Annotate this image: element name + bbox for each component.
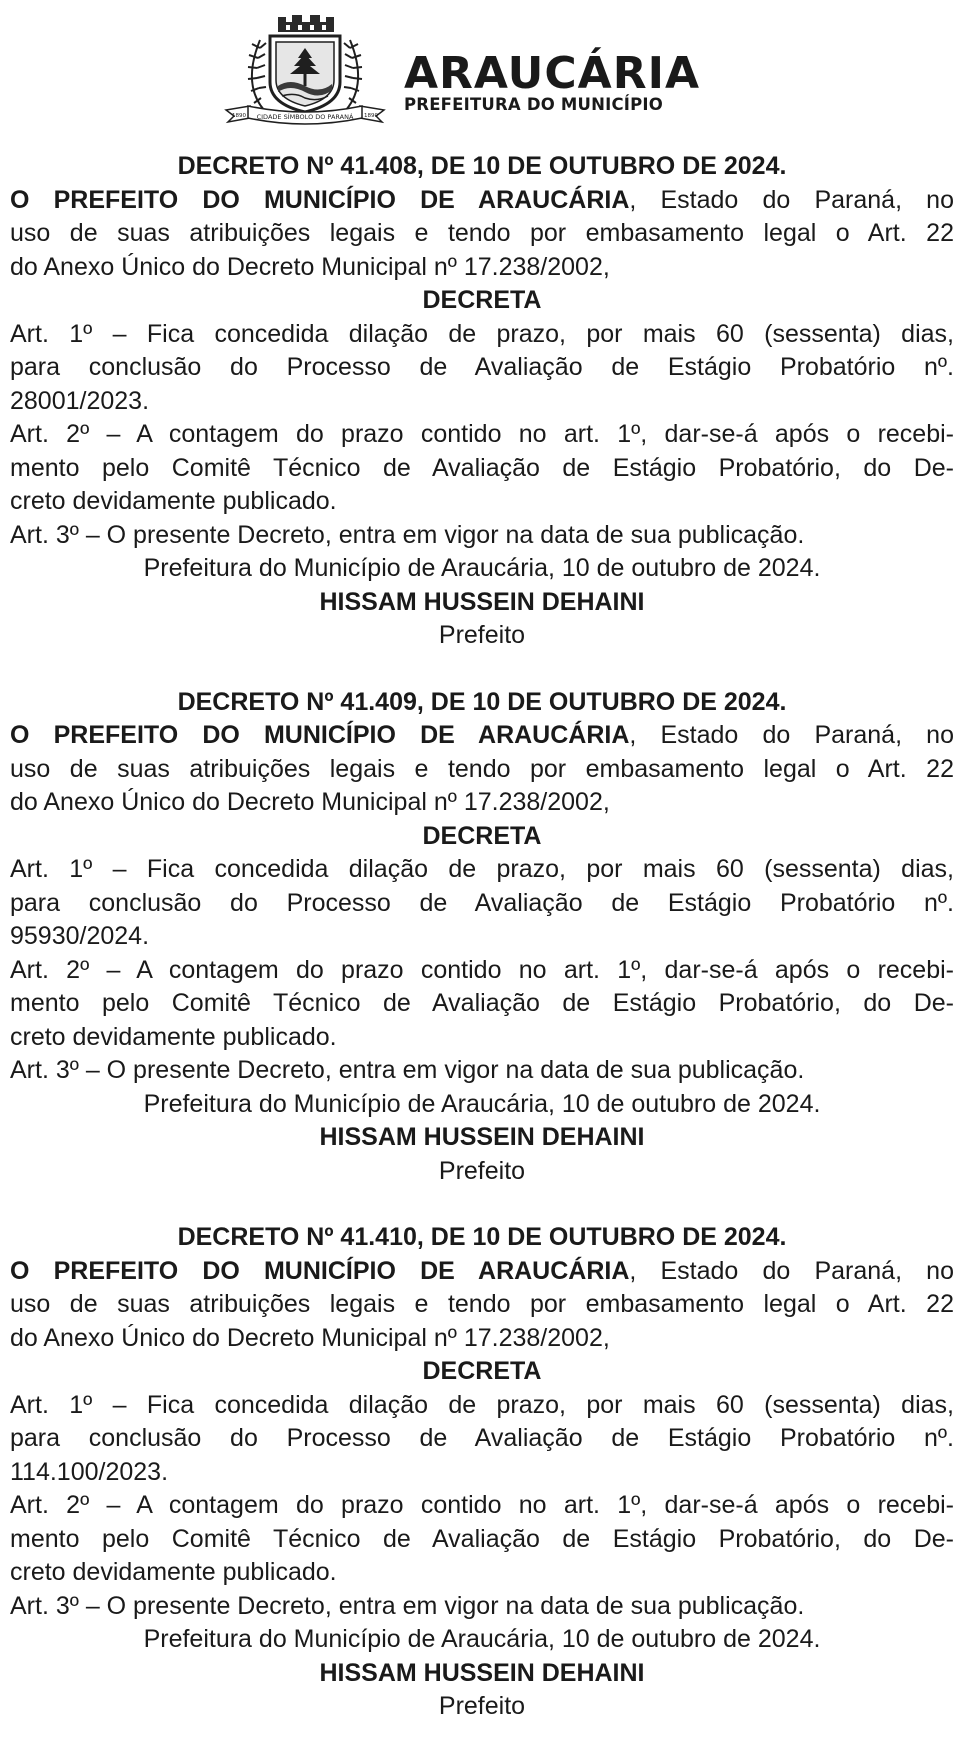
signer-role: Prefeito xyxy=(438,1692,526,1720)
brand-subtitle: PREFEITURA DO MUNICÍPIO xyxy=(404,95,663,114)
article-1-line: para conclusão do Processo de Avaliação de Estágio Probatório nº. xyxy=(10,353,954,381)
process-number: 114.100/2023. xyxy=(10,1457,169,1486)
article-2-line: creto devidamente publicado. xyxy=(10,1022,337,1051)
brand-name: ARAUCÁRIA xyxy=(404,48,701,99)
article-2-line: Art. 2º – A contagem do prazo contido no art. 1º, dar-se-á após o recebi- xyxy=(10,420,954,448)
process-number: 28001/2023. xyxy=(10,386,150,415)
preamble-rest: , Estado do Paraná, no xyxy=(629,721,954,749)
crest-year-left: 1890 xyxy=(232,113,246,119)
preamble-authority: O PREFEITO DO MUNICÍPIO DE ARAUCÁRIA xyxy=(10,721,630,749)
place-date: Prefeitura do Município de Araucária, 10 de outubro de 2024. xyxy=(143,1625,821,1653)
decree-block xyxy=(10,150,954,653)
preamble-line: do Anexo Único do Decreto Municipal nº 17.238/2002, xyxy=(10,1323,610,1352)
decreta-heading: DECRETA xyxy=(422,286,542,314)
preamble-authority: O PREFEITO DO MUNICÍPIO DE ARAUCÁRIA xyxy=(10,185,630,214)
article-3: Art. 3º – O presente Decreto, entra em vigor na data de sua publicação. xyxy=(10,1591,805,1620)
article-2-line: creto devidamente publicado. xyxy=(10,487,337,515)
preamble-line: do Anexo Único do Decreto Municipal nº 17.238/2002, xyxy=(10,788,610,816)
crest-ribbon-text: CIDADE SÍMBOLO DO PARANÁ xyxy=(256,113,354,121)
decree-title: DECRETO Nº 41.409, DE 10 DE OUTUBRO DE 2024. xyxy=(177,687,787,716)
decree-block xyxy=(10,1221,954,1724)
decreta-heading: DECRETA xyxy=(422,1357,542,1385)
article-2-line: Art. 2º – A contagem do prazo contido no art. 1º, dar-se-á após o recebi- xyxy=(10,955,954,984)
article-1-line: para conclusão do Processo de Avaliação de Estágio Probatório nº. xyxy=(10,888,954,917)
signer-role: Prefeito xyxy=(438,1156,526,1185)
brand-wordmark xyxy=(404,48,701,114)
place-date: Prefeitura do Município de Araucária, 10 de outubro de 2024. xyxy=(143,554,821,582)
preamble-rest: , Estado do Paraná, no xyxy=(629,1256,954,1285)
preamble-line xyxy=(10,184,954,218)
decreta-heading: DECRETA xyxy=(422,821,542,850)
page-header xyxy=(0,14,964,126)
article-1-line: Art. 1º – Fica concedida dilação de prazo, por mais 60 (sessenta) dias, xyxy=(10,319,954,348)
article-3: Art. 3º – O presente Decreto, entra em vigor na data de sua publicação. xyxy=(10,520,805,549)
decree-title: DECRETO Nº 41.408, DE 10 DE OUTUBRO DE 2024. xyxy=(177,152,787,180)
signer-name: HISSAM HUSSEIN DEHAINI xyxy=(319,1123,645,1151)
preamble-line: do Anexo Único do Decreto Municipal nº 17.238/2002, xyxy=(10,252,610,281)
preamble-authority: O PREFEITO DO MUNICÍPIO DE ARAUCÁRIA xyxy=(10,1256,630,1285)
decree-title: DECRETO Nº 41.410, DE 10 DE OUTUBRO DE 2024. xyxy=(177,1223,787,1251)
municipal-coat-of-arms-icon xyxy=(220,14,390,126)
article-2-line: mento pelo Comitê Técnico de Avaliação de Estágio Probatório, do De- xyxy=(10,989,954,1017)
preamble-rest: , Estado do Paraná, no xyxy=(629,185,954,214)
crest-year-right: 1890 xyxy=(364,113,378,119)
preamble-line: uso de suas atribuições legais e tendo por embasamento legal o Art. 22 xyxy=(10,754,954,783)
decree-block xyxy=(10,686,954,1189)
preamble-line xyxy=(10,719,954,753)
article-2-line: mento pelo Comitê Técnico de Avaliação de Estágio Probatório, do De- xyxy=(10,1524,954,1553)
process-number: 95930/2024. xyxy=(10,922,150,950)
preamble-line: uso de suas atribuições legais e tendo por embasamento legal o Art. 22 xyxy=(10,219,954,247)
article-2-line: mento pelo Comitê Técnico de Avaliação de Estágio Probatório, do De- xyxy=(10,453,954,482)
article-2-line: Art. 2º – A contagem do prazo contido no art. 1º, dar-se-á após o recebi- xyxy=(10,1491,954,1519)
article-2-line: creto devidamente publicado. xyxy=(10,1558,337,1586)
preamble-line: uso de suas atribuições legais e tendo por embasamento legal o Art. 22 xyxy=(10,1290,954,1318)
article-1-line: para conclusão do Processo de Avaliação de Estágio Probatório nº. xyxy=(10,1424,954,1452)
signer-role: Prefeito xyxy=(438,621,526,649)
signer-name: HISSAM HUSSEIN DEHAINI xyxy=(319,1658,645,1687)
signer-name: HISSAM HUSSEIN DEHAINI xyxy=(319,587,645,616)
place-date: Prefeitura do Município de Araucária, 10 de outubro de 2024. xyxy=(143,1089,821,1118)
decrees-list xyxy=(10,150,954,1757)
article-3: Art. 3º – O presente Decreto, entra em vigor na data de sua publicação. xyxy=(10,1056,805,1084)
preamble-line xyxy=(10,1255,954,1289)
article-1-line: Art. 1º – Fica concedida dilação de prazo, por mais 60 (sessenta) dias, xyxy=(10,855,954,883)
article-1-line: Art. 1º – Fica concedida dilação de prazo, por mais 60 (sessenta) dias, xyxy=(10,1390,954,1419)
